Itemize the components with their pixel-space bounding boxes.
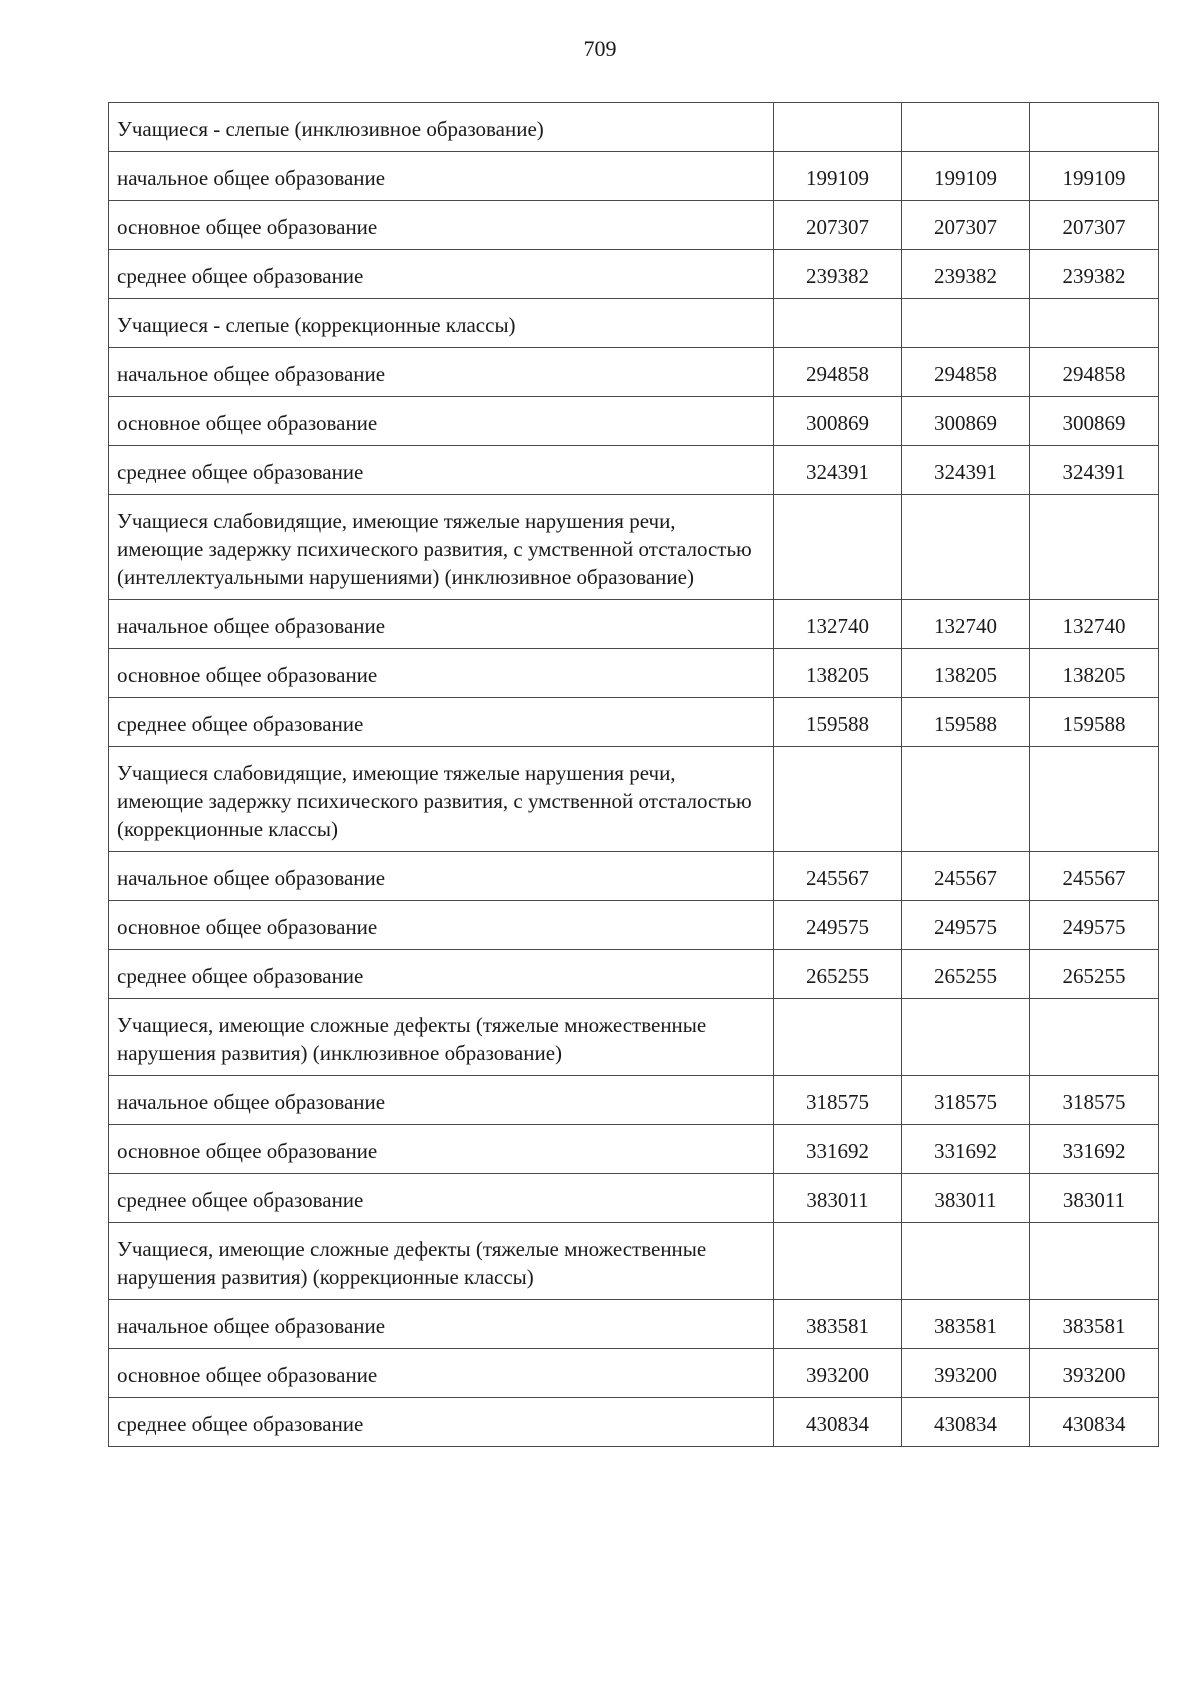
value-cell: 430834: [902, 1398, 1030, 1447]
value-cell: 430834: [774, 1398, 902, 1447]
value-cell: 294858: [774, 348, 902, 397]
value-cell: [774, 999, 902, 1076]
value-cell: [1030, 999, 1159, 1076]
row-label: основное общее образование: [109, 1125, 774, 1174]
table-row: [109, 901, 1159, 950]
value-cell: 324391: [774, 446, 902, 495]
table-row: [109, 999, 1159, 1076]
value-cell: 383581: [1030, 1300, 1159, 1349]
value-cell: 383011: [902, 1174, 1030, 1223]
table-row: [109, 152, 1159, 201]
value-cell: 239382: [774, 250, 902, 299]
value-cell: 132740: [1030, 600, 1159, 649]
row-label: Учащиеся - слепые (коррекционные классы): [109, 299, 774, 348]
row-label: начальное общее образование: [109, 600, 774, 649]
row-label: среднее общее образование: [109, 698, 774, 747]
row-label: начальное общее образование: [109, 1076, 774, 1125]
table-row: [109, 446, 1159, 495]
row-label: Учащиеся слабовидящие, имеющие тяжелые нарушения речи, имеющие задержку психического развития, с умственной отсталостью (коррекционные классы): [109, 747, 774, 852]
value-cell: 331692: [902, 1125, 1030, 1174]
value-cell: 159588: [1030, 698, 1159, 747]
row-label: основное общее образование: [109, 397, 774, 446]
row-label: Учащиеся - слепые (инклюзивное образование): [109, 103, 774, 152]
value-cell: [902, 103, 1030, 152]
row-label: среднее общее образование: [109, 1174, 774, 1223]
value-cell: 383581: [774, 1300, 902, 1349]
value-cell: 249575: [1030, 901, 1159, 950]
value-cell: 207307: [902, 201, 1030, 250]
value-cell: 393200: [774, 1349, 902, 1398]
table-row: [109, 852, 1159, 901]
value-cell: 159588: [774, 698, 902, 747]
value-cell: 249575: [902, 901, 1030, 950]
value-cell: 159588: [902, 698, 1030, 747]
table-row: [109, 747, 1159, 852]
value-cell: 318575: [1030, 1076, 1159, 1125]
row-label: Учащиеся, имеющие сложные дефекты (тяжелые множественные нарушения развития) (коррекционные классы): [109, 1223, 774, 1300]
value-cell: 300869: [774, 397, 902, 446]
row-label: среднее общее образование: [109, 446, 774, 495]
value-cell: 331692: [1030, 1125, 1159, 1174]
table-row: [109, 1349, 1159, 1398]
row-label: основное общее образование: [109, 1349, 774, 1398]
value-cell: [902, 495, 1030, 600]
table-row: [109, 950, 1159, 999]
value-cell: 245567: [774, 852, 902, 901]
table-row: [109, 1398, 1159, 1447]
table-row: [109, 201, 1159, 250]
value-cell: [902, 747, 1030, 852]
value-cell: 393200: [902, 1349, 1030, 1398]
value-cell: 324391: [1030, 446, 1159, 495]
value-cell: [1030, 495, 1159, 600]
page-number: 709: [583, 36, 617, 61]
value-cell: [774, 747, 902, 852]
value-cell: 199109: [1030, 152, 1159, 201]
value-cell: 294858: [902, 348, 1030, 397]
value-cell: [902, 999, 1030, 1076]
table-row: [109, 348, 1159, 397]
value-cell: 324391: [902, 446, 1030, 495]
value-cell: 265255: [902, 950, 1030, 999]
value-cell: [902, 1223, 1030, 1300]
value-cell: 239382: [902, 250, 1030, 299]
value-cell: 199109: [902, 152, 1030, 201]
row-label: среднее общее образование: [109, 950, 774, 999]
value-cell: [902, 299, 1030, 348]
row-label: основное общее образование: [109, 649, 774, 698]
row-label: начальное общее образование: [109, 348, 774, 397]
row-label: начальное общее образование: [109, 852, 774, 901]
table-row: [109, 495, 1159, 600]
row-label: основное общее образование: [109, 201, 774, 250]
row-label: основное общее образование: [109, 901, 774, 950]
value-cell: 245567: [1030, 852, 1159, 901]
value-cell: 383011: [774, 1174, 902, 1223]
value-cell: 393200: [1030, 1349, 1159, 1398]
table-row: [109, 299, 1159, 348]
table-row: [109, 1300, 1159, 1349]
table-row: [109, 397, 1159, 446]
row-label: среднее общее образование: [109, 1398, 774, 1447]
value-cell: [1030, 747, 1159, 852]
value-cell: 249575: [774, 901, 902, 950]
value-cell: 207307: [1030, 201, 1159, 250]
value-cell: 294858: [1030, 348, 1159, 397]
value-cell: [774, 1223, 902, 1300]
table-row: [109, 698, 1159, 747]
value-cell: [1030, 299, 1159, 348]
value-cell: 300869: [902, 397, 1030, 446]
value-cell: 207307: [774, 201, 902, 250]
row-label: начальное общее образование: [109, 152, 774, 201]
value-cell: 383581: [902, 1300, 1030, 1349]
value-cell: 132740: [902, 600, 1030, 649]
value-cell: 318575: [902, 1076, 1030, 1125]
value-cell: 199109: [774, 152, 902, 201]
value-cell: 138205: [774, 649, 902, 698]
row-label: начальное общее образование: [109, 1300, 774, 1349]
value-cell: 430834: [1030, 1398, 1159, 1447]
table-row: [109, 1076, 1159, 1125]
table-row: [109, 250, 1159, 299]
value-cell: 331692: [774, 1125, 902, 1174]
value-cell: 132740: [774, 600, 902, 649]
table-row: [109, 1223, 1159, 1300]
value-cell: 138205: [1030, 649, 1159, 698]
value-cell: 300869: [1030, 397, 1159, 446]
value-cell: [774, 495, 902, 600]
table-row: [109, 1174, 1159, 1223]
value-cell: 265255: [1030, 950, 1159, 999]
value-cell: 245567: [902, 852, 1030, 901]
table-row: [109, 1125, 1159, 1174]
row-label: Учащиеся, имеющие сложные дефекты (тяжелые множественные нарушения развития) (инклюзивное образование): [109, 999, 774, 1076]
funding-table: [108, 102, 1159, 1447]
value-cell: 239382: [1030, 250, 1159, 299]
value-cell: [774, 103, 902, 152]
value-cell: 318575: [774, 1076, 902, 1125]
value-cell: 265255: [774, 950, 902, 999]
value-cell: 383011: [1030, 1174, 1159, 1223]
table-row: [109, 600, 1159, 649]
row-label: Учащиеся слабовидящие, имеющие тяжелые нарушения речи, имеющие задержку психического развития, с умственной отсталостью (интеллектуальными нарушениями) (инклюзивное образование): [109, 495, 774, 600]
row-label: среднее общее образование: [109, 250, 774, 299]
value-cell: [1030, 103, 1159, 152]
value-cell: 138205: [902, 649, 1030, 698]
value-cell: [1030, 1223, 1159, 1300]
value-cell: [774, 299, 902, 348]
table-row: [109, 103, 1159, 152]
table-row: [109, 649, 1159, 698]
